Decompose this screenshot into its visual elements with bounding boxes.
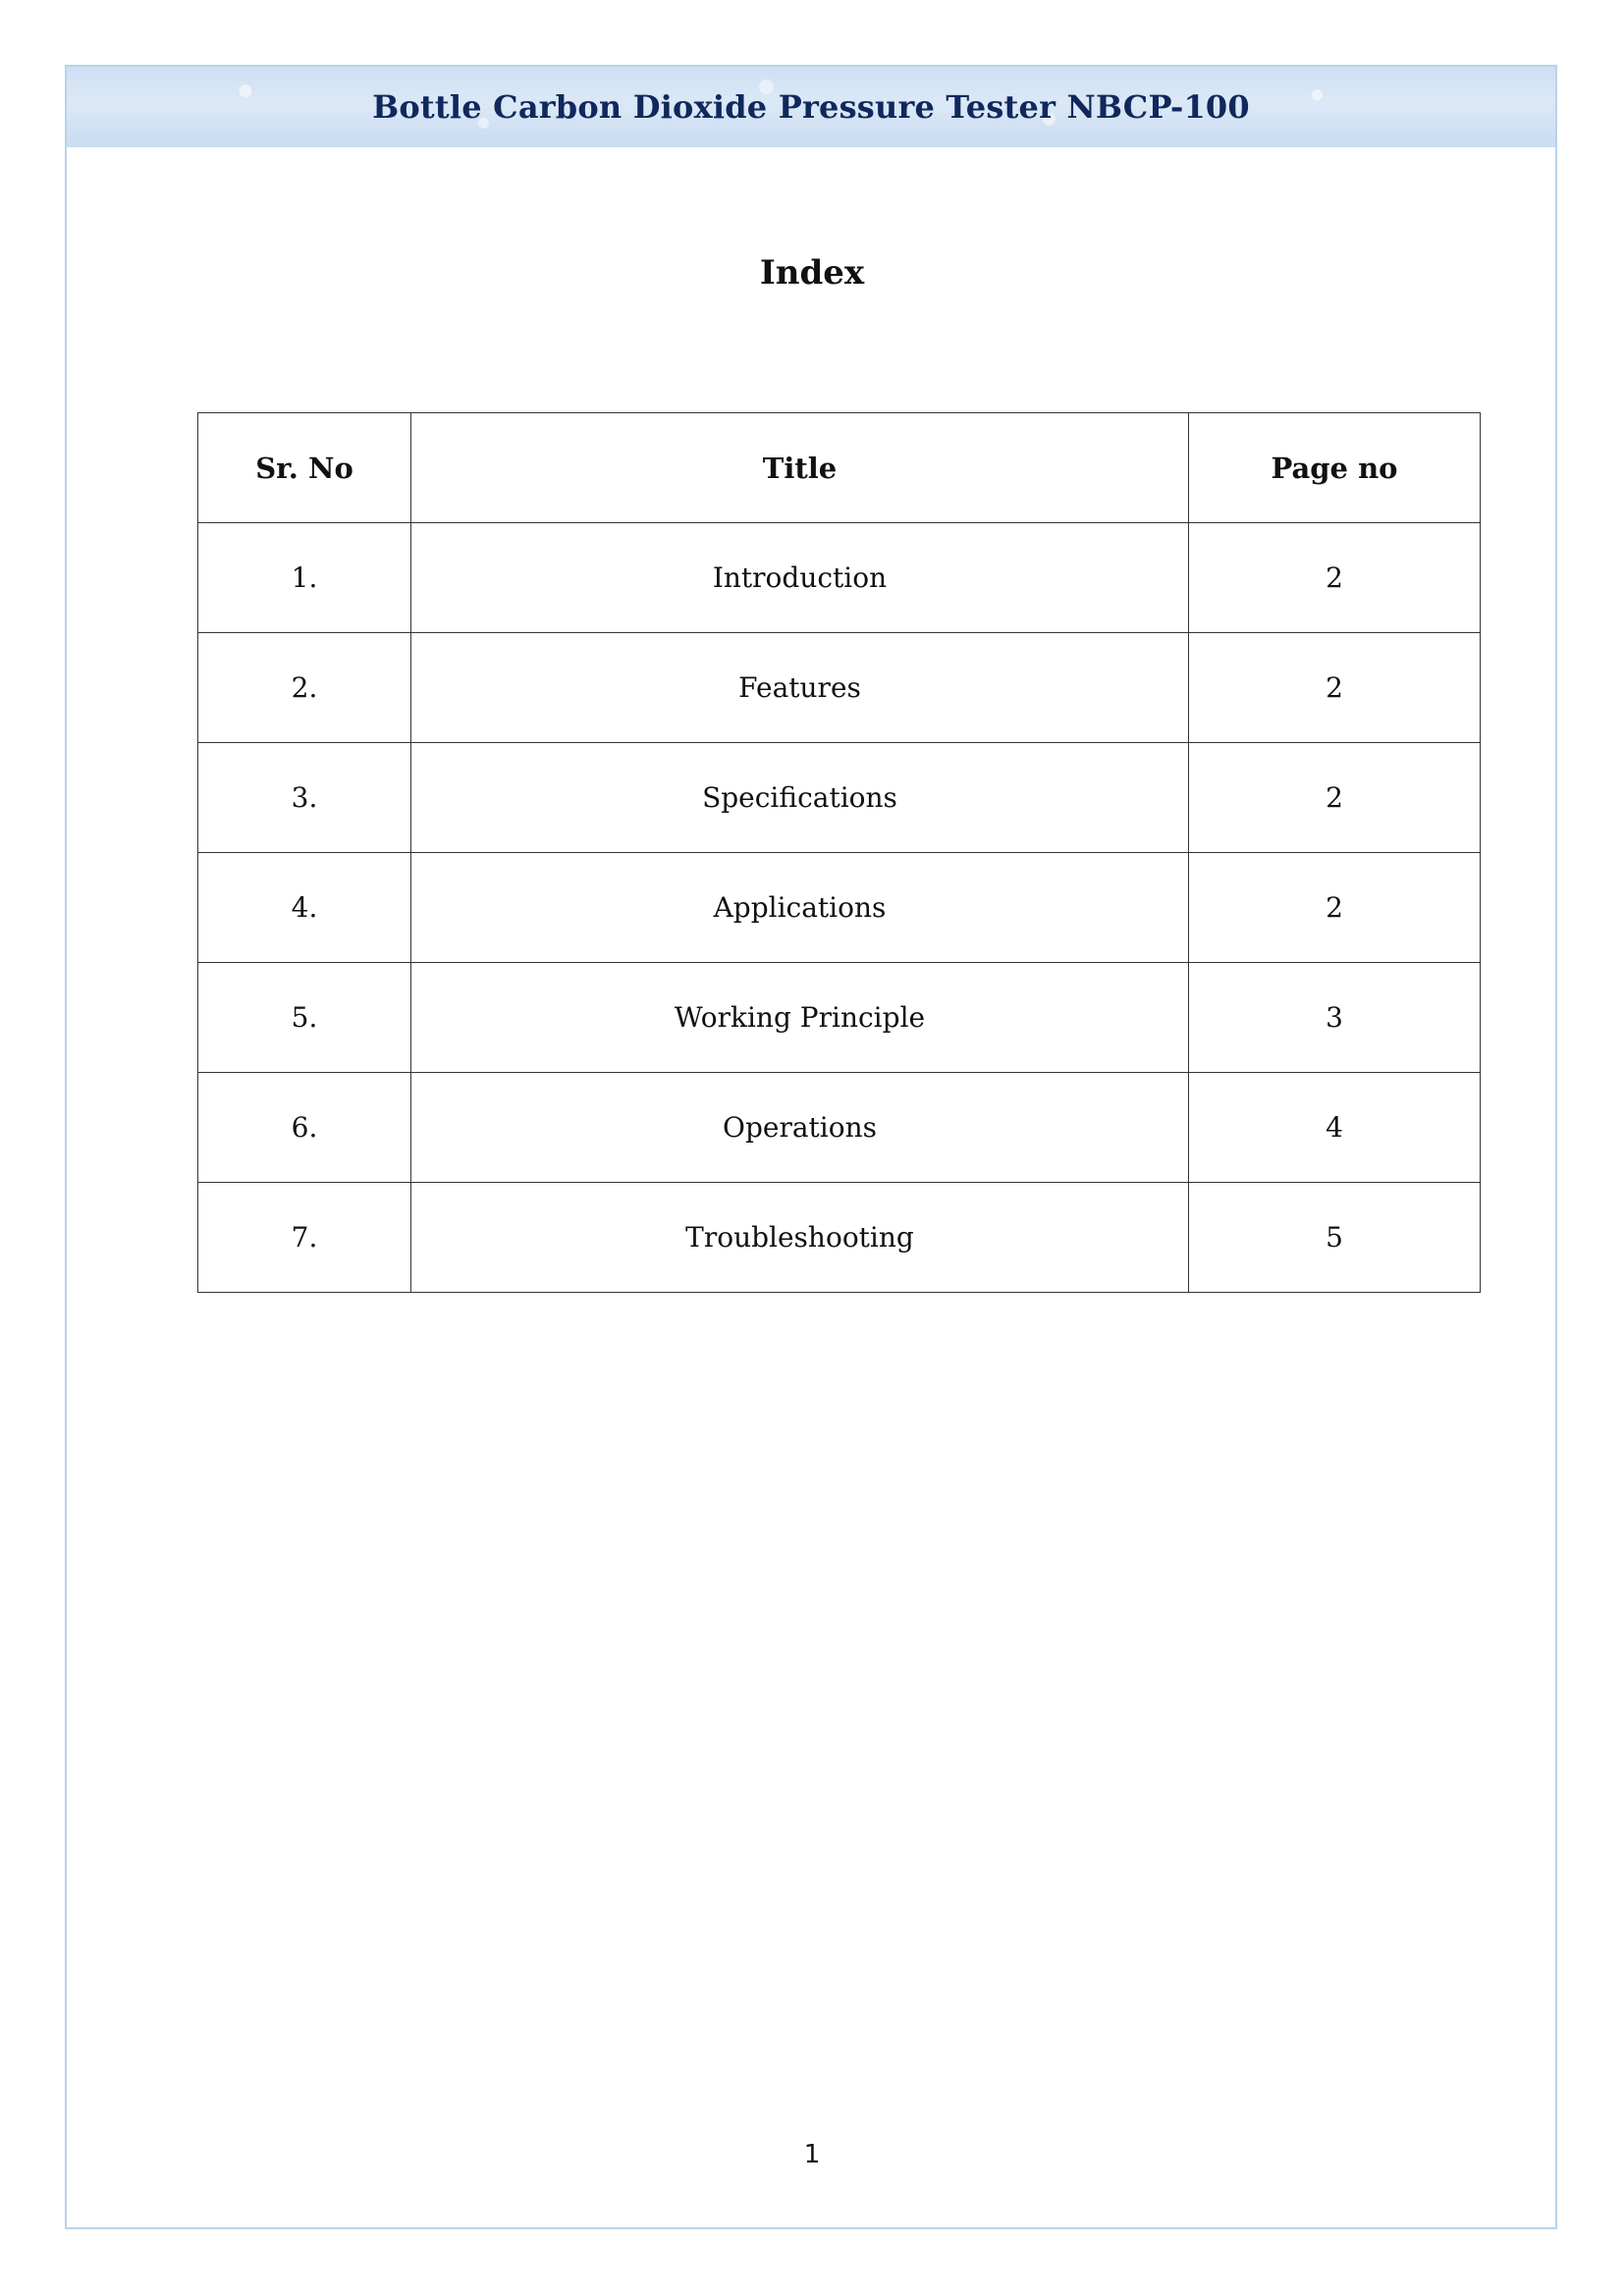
row-page-no: 2	[1189, 743, 1481, 853]
row-sr-no: 3.	[198, 743, 411, 853]
document-header-title: Bottle Carbon Dioxide Pressure Tester NBCP-100	[372, 88, 1250, 126]
row-page-no: 4	[1189, 1073, 1481, 1183]
row-sr-no: 6.	[198, 1073, 411, 1183]
row-sr-no: 1.	[198, 523, 411, 633]
table-row	[198, 963, 1481, 1073]
table-row	[198, 1183, 1481, 1293]
row-title: Troubleshooting	[411, 1183, 1189, 1293]
index-heading: Index	[759, 253, 865, 293]
row-sr-no: 2.	[198, 633, 411, 743]
row-page-no: 2	[1189, 633, 1481, 743]
table-row	[198, 523, 1481, 633]
header-band	[67, 67, 1555, 147]
table-row	[198, 633, 1481, 743]
row-title: Working Principle	[411, 963, 1189, 1073]
row-page-no: 3	[1189, 963, 1481, 1073]
table-header-row	[198, 413, 1481, 523]
row-title: Applications	[411, 853, 1189, 963]
row-sr-no: 7.	[198, 1183, 411, 1293]
row-page-no: 5	[1189, 1183, 1481, 1293]
row-sr-no: 5.	[198, 963, 411, 1073]
page-number: 1	[803, 2140, 821, 2169]
row-title: Operations	[411, 1073, 1189, 1183]
table-row	[198, 743, 1481, 853]
row-page-no: 2	[1189, 853, 1481, 963]
row-title: Introduction	[411, 523, 1189, 633]
column-header-sr-no: Sr. No	[198, 413, 411, 523]
column-header-title: Title	[411, 413, 1189, 523]
table-row	[198, 853, 1481, 963]
row-sr-no: 4.	[198, 853, 411, 963]
column-header-page-no: Page no	[1189, 413, 1481, 523]
row-page-no: 2	[1189, 523, 1481, 633]
table-row	[198, 1073, 1481, 1183]
row-title: Features	[411, 633, 1189, 743]
row-title: Specifications	[411, 743, 1189, 853]
index-table	[197, 412, 1481, 1293]
